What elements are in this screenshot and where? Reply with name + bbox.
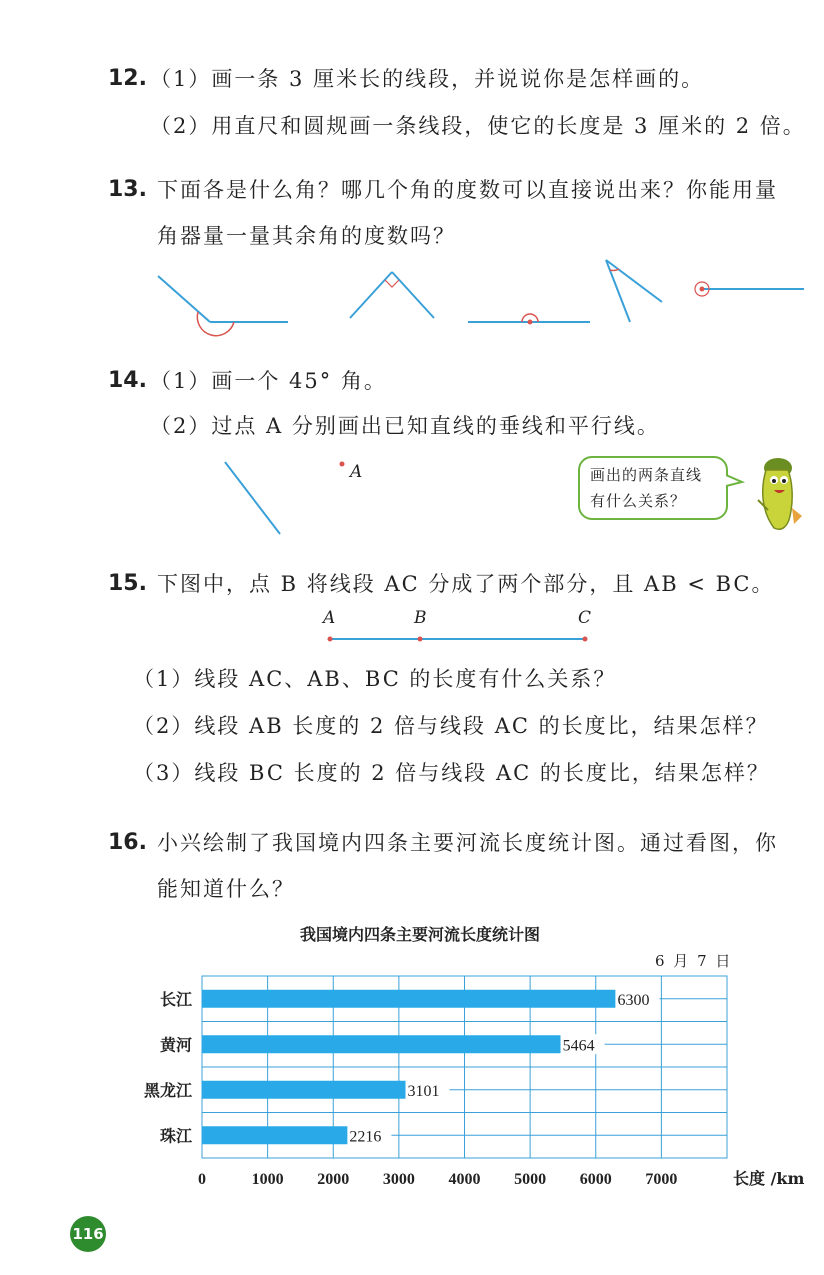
acute-angle [606,260,662,322]
chart-tick-label: 2000 [317,1171,350,1188]
chart-tick-label: 3000 [382,1171,415,1188]
speech-bubble [578,456,728,520]
question-13-line1: 下面各是什么角？哪几个角的度数可以直接说出来？你能用量 [157,178,778,202]
question-14-part1: （1）画一个 45° 角。 [150,369,387,393]
chart-tick-label: 1000 [251,1171,284,1188]
question-16-number: 16. [108,830,147,855]
chart-category-label: 长江 [159,989,192,1009]
chart-tick-label: 5000 [514,1171,547,1188]
straight-angle [468,314,590,325]
chart-tick-label: 4000 [448,1171,481,1188]
question-16-line2: 能知道什么？ [157,877,295,901]
chart-tick-label: 7000 [645,1171,678,1188]
chart-x-axis-label: 长度 /km [733,1169,805,1188]
question-15-number: 15. [108,571,147,596]
bubble-tail [726,470,746,490]
chart-bar [202,1081,406,1099]
chart-bar [202,990,615,1008]
full-angle [695,282,804,296]
corn-mascot-icon [748,450,808,535]
question-15-part2: （2）线段 AB 长度的 2 倍与线段 AC 的长度比，结果怎样？ [133,714,769,738]
point-c-label: C [578,608,592,628]
chart-category-label: 珠江 [159,1126,192,1146]
chart-category-label: 黑龙江 [143,1080,192,1100]
bubble-line1: 画出的两条直线 [590,466,703,484]
point-a-label: A [350,462,363,482]
page-number: 116 [70,1216,106,1252]
chart-title: 我国境内四条主要河流长度统计图 [300,925,541,944]
question-14-number: 14. [108,368,147,393]
point-b-label: B [414,608,427,628]
question-16-line1: 小兴绘制了我国境内四条主要河流长度统计图。通过看图，你 [157,831,778,855]
question-12-number: 12. [108,66,147,91]
chart-value-label: 3101 [407,1082,440,1100]
right-angle [350,272,434,318]
segment-ac-figure [320,630,600,650]
bubble-line2: 有什么关系？ [590,492,687,510]
chart-value-label: 6300 [617,991,650,1009]
obtuse-angle [158,276,288,336]
chart-bar [202,1035,561,1053]
chart-value-label: 2216 [349,1128,382,1146]
chart-category-label: 黄河 [159,1035,192,1055]
chart-tick-label: 0 [198,1171,206,1188]
chart-date: 6 月 7 日 [655,952,733,970]
question-15-part1: （1）线段 AC、AB、BC 的长度有什么关系？ [133,667,617,691]
question-13-number: 13. [108,177,147,202]
point-a-label-segment: A [323,608,336,628]
angle-figures [0,250,824,340]
question-14-part2: （2）过点 A 分别画出已知直线的垂线和平行线。 [150,414,660,438]
question-12-part1: （1）画一条 3 厘米长的线段，并说说你是怎样画的。 [150,67,705,91]
chart-tick-label: 6000 [579,1171,612,1188]
river-length-chart [0,960,824,1200]
question-15-stem: 下图中，点 B 将线段 AC 分成了两个部分，且 AB < BC。 [157,572,775,596]
chart-value-label: 5464 [562,1037,595,1055]
question-12-part2: （2）用直尺和圆规画一条线段，使它的长度是 3 厘米的 2 倍。 [150,114,806,138]
chart-bar [202,1126,347,1144]
question-13-line2: 角器量一量其余角的度数吗？ [157,224,456,248]
question-15-part3: （3）线段 BC 长度的 2 倍与线段 AC 的长度比，结果怎样？ [133,761,770,785]
perpendicular-figure [200,450,400,550]
